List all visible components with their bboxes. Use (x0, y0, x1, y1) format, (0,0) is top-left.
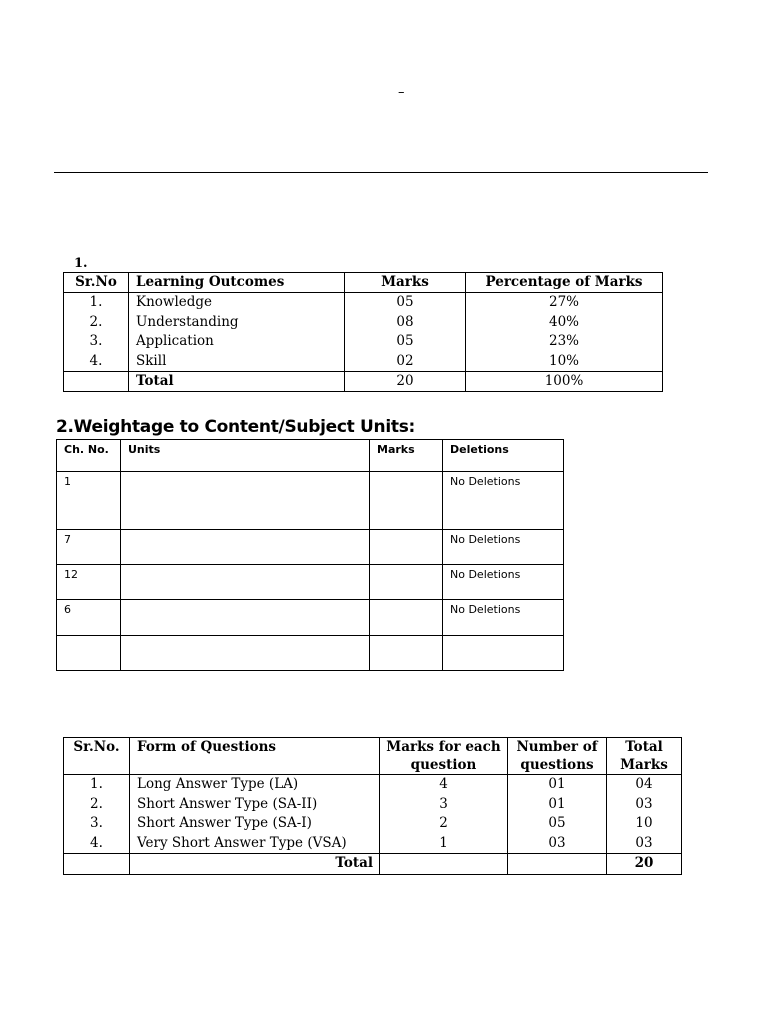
header-dash: – (398, 85, 405, 100)
table-cell: 03 (607, 795, 682, 815)
table-cell: 3 (380, 795, 508, 815)
column-header: Ch. No. (57, 440, 121, 472)
table-row (57, 565, 564, 600)
table-cell: 10% (466, 352, 663, 372)
table-row (57, 472, 564, 530)
table-row (57, 636, 564, 671)
table-cell (508, 854, 607, 875)
table-cell: 2. (64, 313, 129, 333)
table-cell: Short Answer Type (SA-I) (130, 814, 380, 834)
table-cell (57, 636, 121, 671)
column-header: Total Marks (607, 738, 682, 775)
table-cell: 1 (57, 472, 121, 530)
table-cell (370, 530, 443, 565)
total-row (64, 372, 663, 392)
total-marks: 20 (345, 372, 466, 392)
column-header: Sr.No (64, 273, 129, 293)
section-title: 2.Weightage to Content/Subject Units: (56, 417, 416, 437)
table-cell: No Deletions (443, 472, 564, 530)
table-cell: 08 (345, 313, 466, 333)
total-label: Total (129, 372, 345, 392)
question-forms-table (63, 737, 682, 875)
table-cell (370, 472, 443, 530)
weightage-units-table (56, 439, 564, 671)
table-cell: 05 (508, 814, 607, 834)
learning-outcomes-table (63, 272, 663, 392)
table-cell: 03 (508, 834, 607, 854)
table-cell: 3. (64, 332, 129, 352)
table-cell: Long Answer Type (LA) (130, 775, 380, 795)
total-row (64, 854, 682, 875)
column-header: Form of Questions (130, 738, 380, 775)
table-cell: 4. (64, 834, 130, 854)
table-cell: 02 (345, 352, 466, 372)
table-cell: 27% (466, 293, 663, 313)
table-cell (121, 530, 370, 565)
total-value: 20 (607, 854, 682, 875)
table-row (64, 775, 682, 795)
column-header: Marks (370, 440, 443, 472)
table-cell (64, 854, 130, 875)
column-header: Deletions (443, 440, 564, 472)
table-cell: 03 (607, 834, 682, 854)
table-cell: 3. (64, 814, 130, 834)
total-label: Total (130, 854, 380, 875)
table-row (64, 332, 663, 352)
table-cell (380, 854, 508, 875)
table-row (64, 814, 682, 834)
table-cell: 05 (345, 293, 466, 313)
column-header: Number of questions (508, 738, 607, 775)
table-cell: No Deletions (443, 565, 564, 600)
total-percentage: 100% (466, 372, 663, 392)
table-cell: 7 (57, 530, 121, 565)
column-header: Percentage of Marks (466, 273, 663, 293)
table-cell: 2. (64, 795, 130, 815)
table-row (64, 834, 682, 854)
table-cell (64, 372, 129, 392)
table-cell: No Deletions (443, 530, 564, 565)
table-cell: Very Short Answer Type (VSA) (130, 834, 380, 854)
table-header-row (64, 738, 682, 775)
table-row (64, 313, 663, 333)
table-cell: 2 (380, 814, 508, 834)
table-cell: 01 (508, 775, 607, 795)
column-header: Learning Outcomes (129, 273, 345, 293)
table-cell: 40% (466, 313, 663, 333)
column-header: Units (121, 440, 370, 472)
table1-number: 1. (74, 256, 88, 271)
column-header: Marks for each question (380, 738, 508, 775)
table-cell: 23% (466, 332, 663, 352)
table-cell: 4 (380, 775, 508, 795)
table-cell: Knowledge (129, 293, 345, 313)
table-cell (370, 565, 443, 600)
table-cell: 04 (607, 775, 682, 795)
table-row (57, 600, 564, 636)
table-cell: Understanding (129, 313, 345, 333)
table-cell: Skill (129, 352, 345, 372)
table-cell: 1. (64, 775, 130, 795)
table-cell: Short Answer Type (SA-II) (130, 795, 380, 815)
table-cell (370, 600, 443, 636)
column-header: Sr.No. (64, 738, 130, 775)
table-cell (370, 636, 443, 671)
table-cell (121, 636, 370, 671)
table-cell: 12 (57, 565, 121, 600)
horizontal-rule (54, 172, 708, 173)
table-cell (443, 636, 564, 671)
table-row (64, 352, 663, 372)
table-cell: No Deletions (443, 600, 564, 636)
column-header: Marks (345, 273, 466, 293)
table-row (57, 530, 564, 565)
table-cell: 1. (64, 293, 129, 313)
table-row (64, 795, 682, 815)
table-header-row (64, 273, 663, 293)
table-cell: 05 (345, 332, 466, 352)
table-cell (121, 600, 370, 636)
table-row (64, 293, 663, 313)
table-cell (121, 565, 370, 600)
table-cell: 4. (64, 352, 129, 372)
table-cell: Application (129, 332, 345, 352)
table-header-row (57, 440, 564, 472)
table-cell: 10 (607, 814, 682, 834)
table-cell: 01 (508, 795, 607, 815)
table-cell: 1 (380, 834, 508, 854)
table-cell (121, 472, 370, 530)
table-cell: 6 (57, 600, 121, 636)
